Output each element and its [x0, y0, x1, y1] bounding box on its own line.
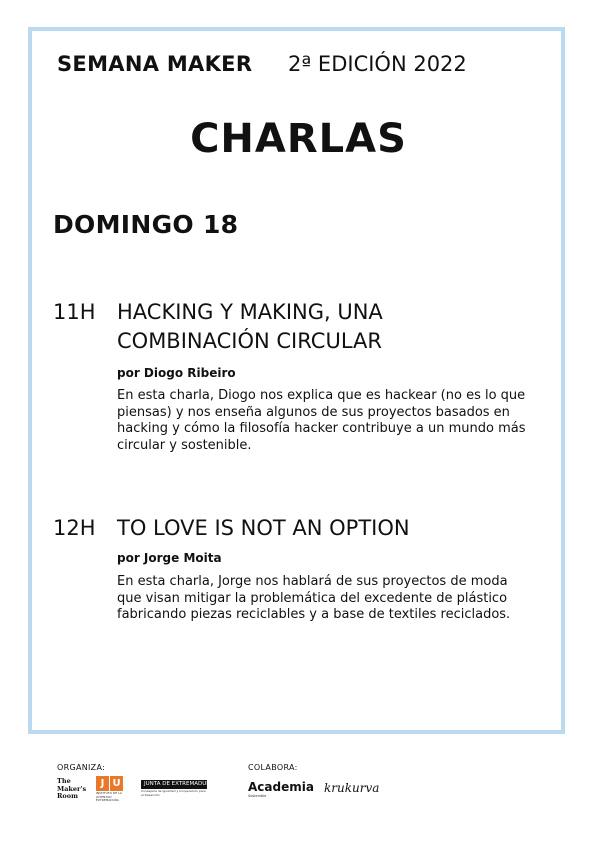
junta-subtitle: Consejería de Igualdad y Cooperación para el Desarrollo: [141, 789, 206, 797]
academia-name: Academia: [248, 780, 314, 794]
ju-subtitle: INSTITUTO DE LA JUVENTUD EXTREMADURA: [96, 791, 122, 802]
colabora-label: COLABORA:: [248, 763, 298, 772]
juventud-logo: [96, 776, 126, 803]
talk-description: En esta charla, Diogo nos explica que es hackear (no es lo que piensas) y nos enseña algunos de sus proyectos basados en hacking y cómo la filosofía hacker contribuye a un mundo más circular y sostenible.: [117, 388, 526, 453]
talk-time: 11H: [53, 300, 96, 324]
day-heading: DOMINGO 18: [53, 210, 239, 239]
talk-speaker: por Jorge Moita: [117, 551, 222, 565]
krukurva-logo: krukurva: [324, 781, 380, 795]
ju-mark: J U: [96, 776, 126, 791]
edition-label: 2ª EDICIÓN 2022: [288, 52, 467, 76]
academia-subtitle: Sostenible: [248, 794, 267, 798]
page-title: CHARLAS: [190, 116, 407, 162]
talk-time: 12H: [53, 516, 96, 540]
academia-logo: [248, 780, 314, 798]
talk-title: TO LOVE IS NOT AN OPTION: [117, 516, 410, 540]
organiza-label: ORGANIZA:: [57, 763, 106, 772]
talk-title: HACKING Y MAKING, UNA COMBINACIÓN CIRCULAR: [117, 300, 383, 353]
junta-logo: [141, 780, 214, 797]
event-name: SEMANA MAKER: [57, 52, 253, 76]
talk-speaker: por Diogo Ribeiro: [117, 366, 236, 380]
makers-room-logo: The Maker's Room: [57, 777, 87, 800]
junta-name: JUNTA DE EXTREMADURA: [141, 780, 207, 789]
talk-description: En esta charla, Jorge nos hablará de sus proyectos de moda que visan mitigar la problemática del excedente de plástico fabricando piezas reciclables y a base de textiles reciclados.: [117, 574, 511, 622]
